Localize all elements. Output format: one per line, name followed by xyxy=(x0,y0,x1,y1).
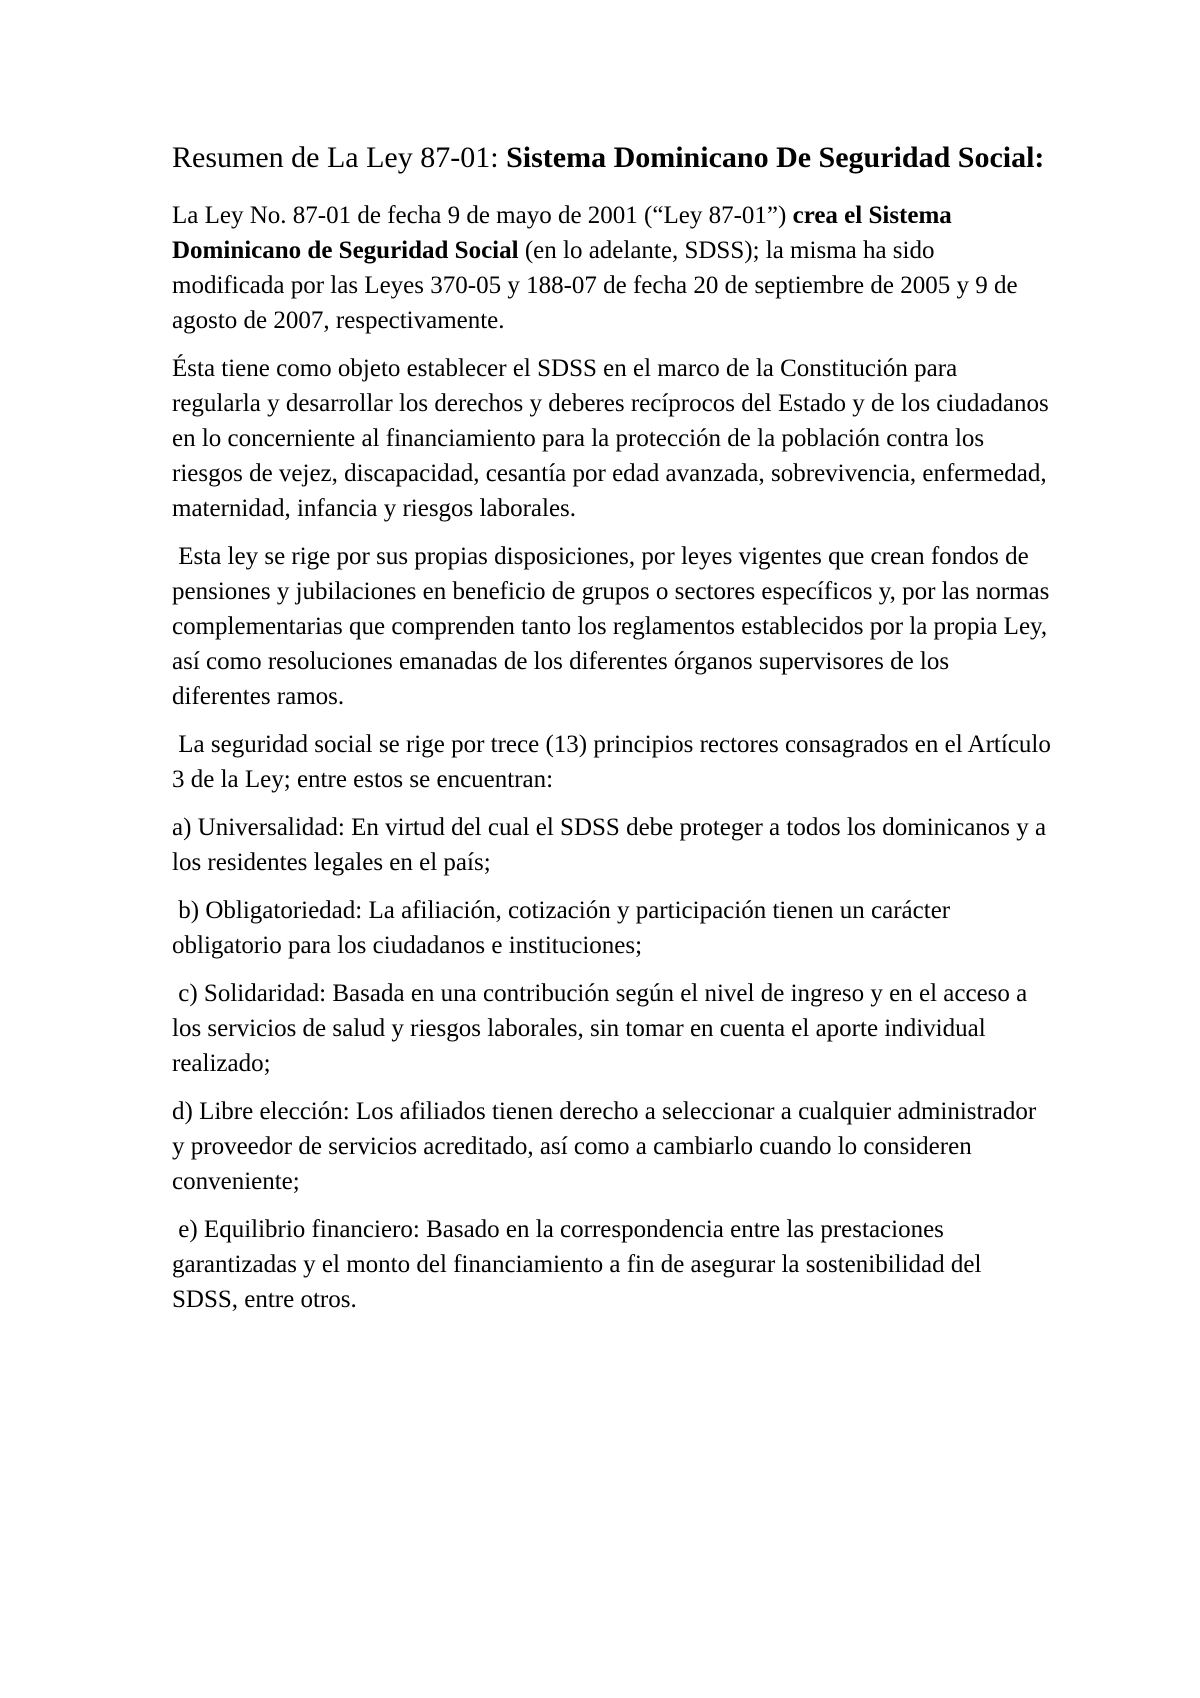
title-prefix: Resumen de La Ley 87-01: xyxy=(172,141,507,174)
intro-part1: La Ley No. 87-01 de fecha 9 de mayo de 2001 (“Ley 87-01”) xyxy=(172,202,793,229)
principle-libre-eleccion: d) Libre elección: Los afiliados tienen derecho a seleccionar a cualquier administrador y proveedor de servicios acreditado, así como a cambiarlo cuando lo consideren conveniente; xyxy=(172,1098,1043,1195)
intro-paragraph xyxy=(172,198,1052,338)
title-bold: Sistema Dominicano De Seguridad Social: xyxy=(506,141,1045,174)
intro-part2: (en lo adelante, SDSS); la misma ha sido modificada por las Leyes 370-05 y 188-07 de fecha 20 de septiembre de 2005 y 9 de agosto de 2007, respectivamente. xyxy=(172,237,1018,334)
principle-equilibrio-financiero: e) Equilibrio financiero: Basado en la correspondencia entre las prestaciones garantizadas y el monto del financiamiento a fin de asegurar la sostenibilidad del SDSS, entre otros. xyxy=(172,1216,988,1313)
objective-paragraph: Ésta tiene como objeto establecer el SDSS en el marco de la Constitución para regularla y desarrollar los derechos y deberes recíprocos del Estado y de los ciudadanos en lo concerniente al financiamiento para la protección de la población contra los riesgos de vejez, discapacidad, cesantía por edad avanzada, sobrevivencia, enfermedad, maternidad, infancia y riesgos laborales. xyxy=(172,355,1056,522)
scope-paragraph: Esta ley se rige por sus propias disposiciones, por leyes vigentes que crean fondos de pensiones y jubilaciones en beneficio de grupos o sectores específicos y, por las normas complementarias que comprenden tanto los reglamentos establecidos por la propia Ley, así como resoluciones emanadas de los diferentes órganos supervisores de los diferentes ramos. xyxy=(172,543,1056,710)
document-body xyxy=(172,138,1058,1330)
principle-obligatoriedad: b) Obligatoriedad: La afiliación, cotización y participación tienen un carácter obligatorio para los ciudadanos e instituciones; xyxy=(172,897,957,959)
intro-bold: crea el Sistema Dominicano de Seguridad Social xyxy=(172,202,952,264)
principle-solidaridad: c) Solidaridad: Basada en una contribución según el nivel de ingreso y en el acceso a los servicios de salud y riesgos laborales, sin tomar en cuenta el aporte individual realizado; xyxy=(172,980,1034,1077)
principle-universalidad: a) Universalidad: En virtud del cual el SDSS debe proteger a todos los dominicanos y a los residentes legales en el país; xyxy=(172,814,1053,876)
document-title xyxy=(172,138,1052,178)
principles-intro-paragraph: La seguridad social se rige por trece (13) principios rectores consagrados en el Artículo 3 de la Ley; entre estos se encuentran: xyxy=(172,731,1058,793)
